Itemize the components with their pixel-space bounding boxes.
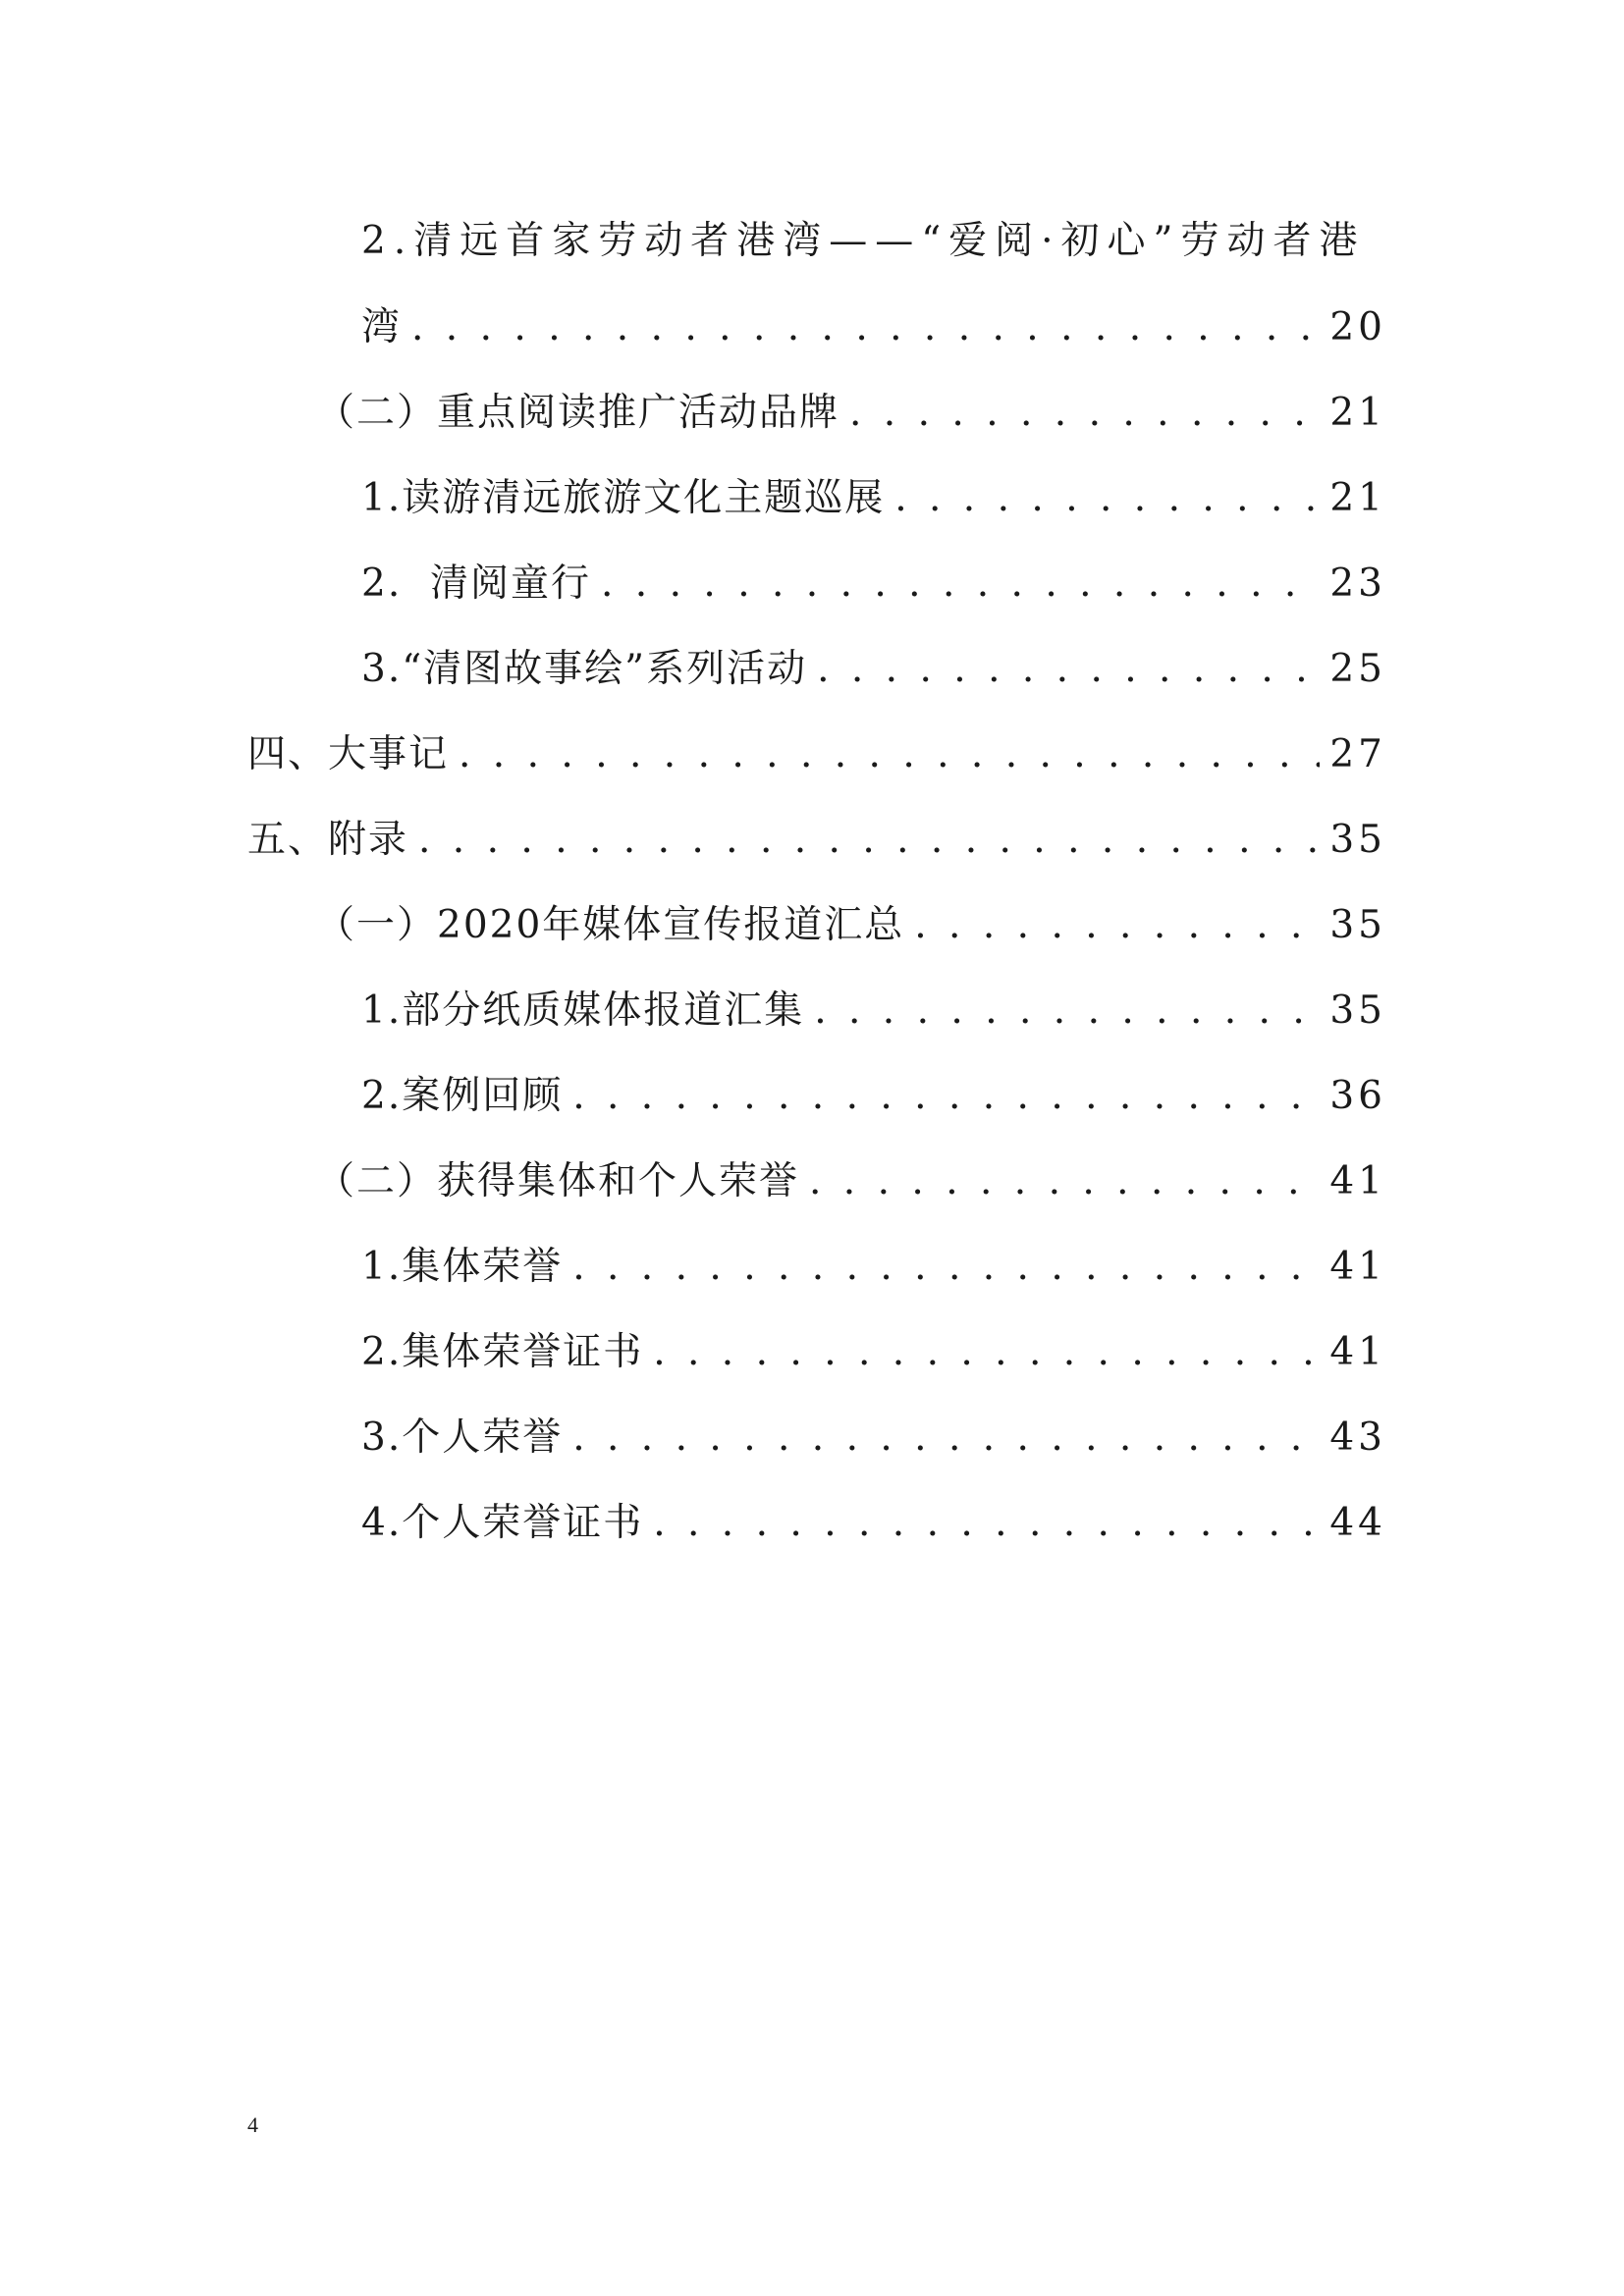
dot-leader <box>817 642 1320 697</box>
dot-leader <box>411 300 1320 355</box>
toc-entry-page: 27 <box>1329 732 1386 776</box>
dot-leader <box>572 1240 1320 1295</box>
toc-entry[interactable] <box>247 727 1386 782</box>
toc-entry-title: （二）重点阅读推广活动品牌 <box>316 391 840 435</box>
toc-entry[interactable] <box>361 1240 1386 1295</box>
toc-entry[interactable] <box>361 642 1386 697</box>
toc-entry-title: （二）获得集体和个人荣誉 <box>316 1159 800 1203</box>
toc-entry[interactable] <box>361 1069 1386 1124</box>
toc-entry-title: （一）2020年媒体宣传报道汇总 <box>316 903 905 947</box>
toc-entry-title: 五、附录 <box>247 818 409 862</box>
toc-entry-title: 4.个人荣誉证书 <box>361 1501 644 1545</box>
dot-leader <box>572 1069 1320 1124</box>
toc-entry-page: 36 <box>1329 1074 1386 1118</box>
toc-entry-page: 21 <box>1329 391 1386 435</box>
dot-leader <box>914 898 1320 953</box>
toc-entry-page: 43 <box>1329 1415 1386 1460</box>
toc-entry-title: 湾 <box>361 305 403 349</box>
dot-leader <box>653 1325 1320 1380</box>
dot-leader <box>418 813 1320 868</box>
toc-entry-title: 2.案例回顾 <box>361 1074 564 1118</box>
toc-entry[interactable] <box>361 1411 1386 1466</box>
toc-entry-page: 21 <box>1329 476 1386 520</box>
toc-entry-title: 1.读游清远旅游文化主题巡展 <box>361 476 886 520</box>
toc-entry-title: 1.集体荣誉 <box>361 1245 564 1289</box>
dot-leader <box>814 984 1320 1039</box>
toc-entry-page: 41 <box>1329 1330 1386 1374</box>
toc-entry-title: 3.“清图故事绘”系列活动 <box>361 647 808 691</box>
toc-entry-title: 1.部分纸质媒体报道汇集 <box>361 988 805 1033</box>
dot-leader <box>653 1496 1320 1551</box>
toc-entry-page: 35 <box>1329 988 1386 1033</box>
toc-entry-page: 41 <box>1329 1245 1386 1289</box>
toc-entry-page: 25 <box>1329 647 1386 691</box>
toc-entry[interactable] <box>361 984 1386 1039</box>
toc-entry-title: 四、大事记 <box>247 732 450 776</box>
page-number: 4 <box>247 2112 258 2137</box>
dot-leader <box>849 386 1320 441</box>
toc-entry[interactable] <box>361 300 1386 355</box>
dot-leader <box>459 727 1320 782</box>
toc-entry[interactable] <box>361 557 1386 612</box>
toc-entry-title: 2.集体荣誉证书 <box>361 1330 644 1374</box>
dot-leader <box>572 1411 1320 1466</box>
dot-leader <box>601 557 1320 612</box>
toc-entry-page: 35 <box>1329 818 1386 862</box>
toc-entry[interactable] <box>316 1154 1386 1209</box>
toc-entry-page: 23 <box>1329 561 1386 606</box>
toc-entry[interactable] <box>361 1496 1386 1551</box>
toc-entry-title: 2. 清阅童行 <box>361 561 592 606</box>
toc-entry[interactable] <box>316 898 1386 953</box>
toc-entry[interactable] <box>361 471 1386 526</box>
toc-entry-page: 41 <box>1329 1159 1386 1203</box>
toc-entry-page: 35 <box>1329 903 1386 947</box>
toc-entry[interactable] <box>316 386 1386 441</box>
dot-leader <box>894 471 1320 526</box>
dot-leader <box>809 1154 1320 1209</box>
toc-entry-title: 3.个人荣誉 <box>361 1415 564 1460</box>
toc-entry-line: 2.清远首家劳动者港湾——“爱阅·初心”劳动者港 <box>361 219 1366 263</box>
toc-entry-page: 44 <box>1329 1501 1386 1545</box>
toc-entry-page: 20 <box>1329 305 1386 349</box>
toc-entry[interactable] <box>361 1325 1386 1380</box>
toc-entry[interactable] <box>247 813 1386 868</box>
